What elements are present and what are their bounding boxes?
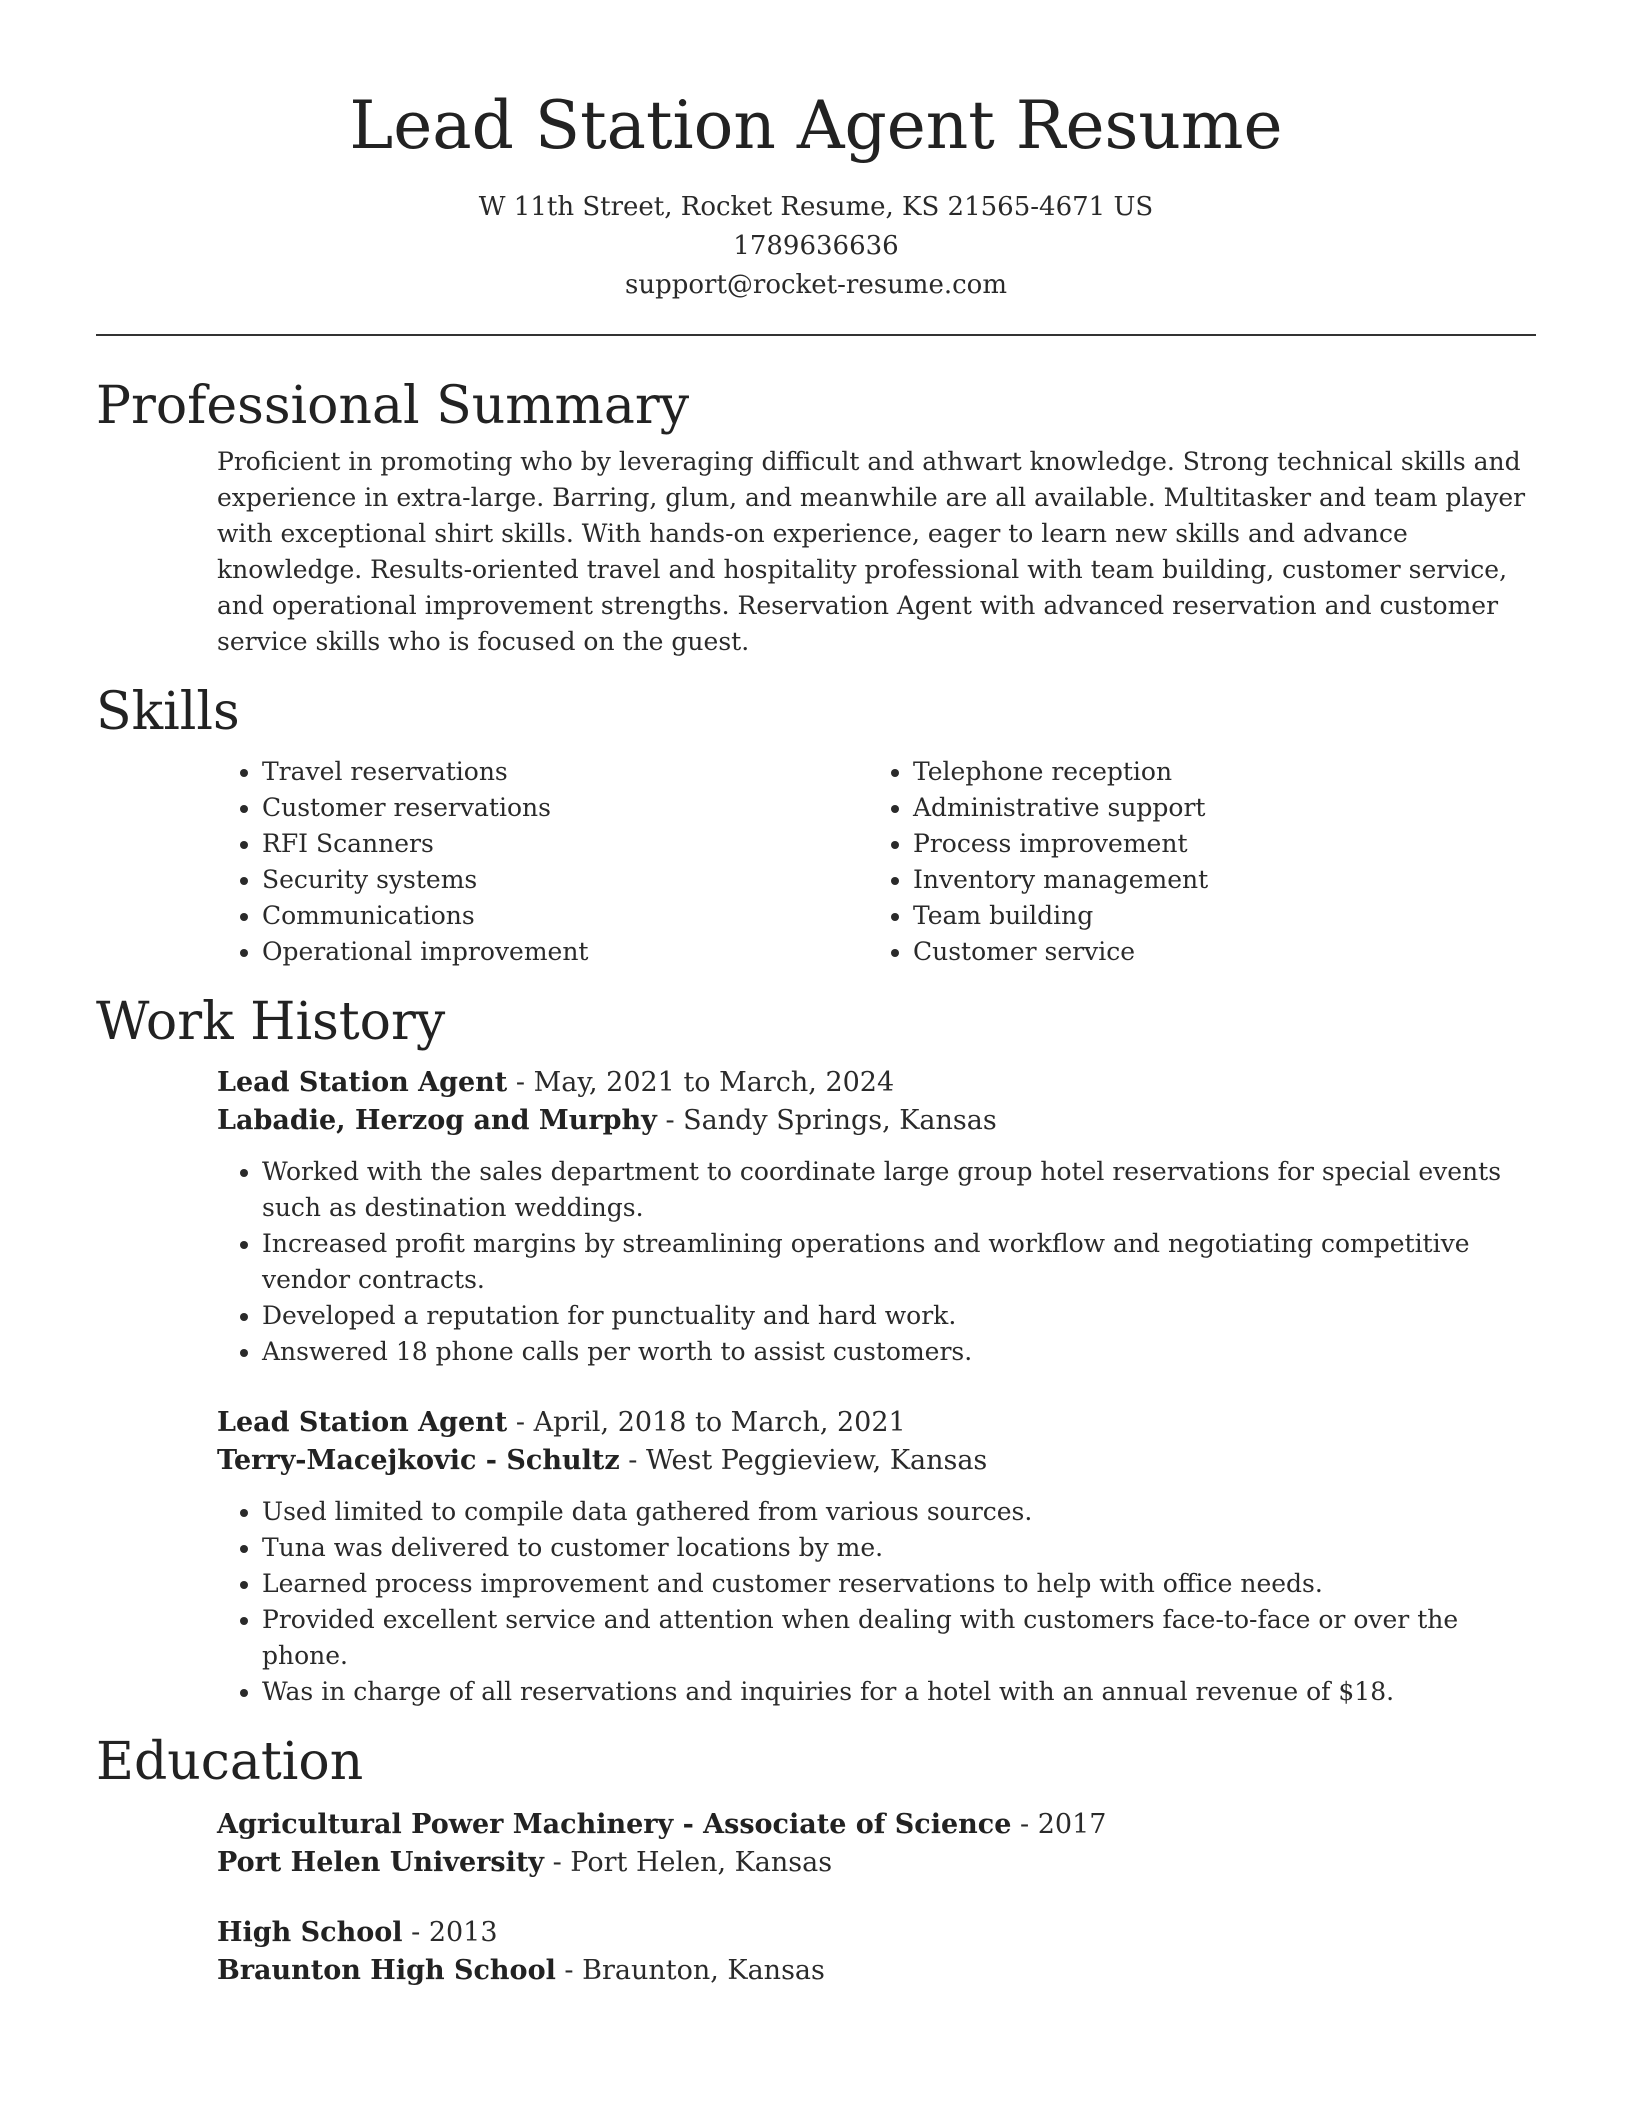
school-location: - Braunton, Kansas <box>555 1955 825 1986</box>
job-duty: • Tuna was delivered to customer locations by me. <box>262 1530 1536 1566</box>
degree-name: High School <box>217 1917 403 1948</box>
degree-year: - 2017 <box>1011 1809 1107 1840</box>
contact-address: W 11th Street, Rocket Resume, KS 21565-4671 US <box>478 192 1154 222</box>
job-entry <box>217 1064 1536 1370</box>
skill-item: • Telephone reception <box>913 754 1519 790</box>
school-line <box>217 1952 1536 1990</box>
job-title: Lead Station Agent <box>217 1067 508 1098</box>
contact-block <box>96 188 1536 305</box>
degree-line <box>217 1806 1536 1844</box>
school-name: Port Helen University <box>217 1847 544 1878</box>
job-duty: • Answered 18 phone calls per worth to assist customers. <box>262 1334 1536 1370</box>
degree-line <box>217 1914 1536 1952</box>
job-title-line <box>217 1404 1536 1442</box>
school-name: Braunton High School <box>217 1955 556 1986</box>
job-duty: • Developed a reputation for punctuality and hard work. <box>262 1298 1536 1334</box>
degree-year: - 2013 <box>402 1917 498 1948</box>
job-title: Lead Station Agent <box>217 1407 508 1438</box>
job-duty: • Learned process improvement and customer reservations to help with office needs. <box>262 1566 1536 1602</box>
skill-item: • Team building <box>913 898 1519 934</box>
skill-item: • Process improvement <box>913 826 1519 862</box>
degree-name: Agricultural Power Machinery - Associate of Science <box>217 1809 1012 1840</box>
school-location: - Port Helen, Kansas <box>543 1847 833 1878</box>
job-location: - West Peggieview, Kansas <box>619 1445 988 1476</box>
summary-heading: Professional Summary <box>96 376 690 436</box>
skill-item: • Administrative support <box>913 790 1519 826</box>
skills-list <box>217 754 1536 970</box>
skill-item: • Operational improvement <box>262 934 868 970</box>
skills-column-right <box>868 754 1519 970</box>
page-title: Lead Station Agent Resume <box>349 87 1283 164</box>
job-duties <box>96 1494 1536 1710</box>
skill-item: • Travel reservations <box>262 754 868 790</box>
job-title-line <box>217 1064 1536 1102</box>
job-entry <box>217 1404 1536 1710</box>
skill-item: • Security systems <box>262 862 868 898</box>
job-duty: • Provided excellent service and attention when dealing with customers face-to-face or over the phone. <box>262 1602 1536 1674</box>
education-entry <box>217 1914 1536 1990</box>
job-company: Terry-Macejkovic - Schultz <box>217 1445 620 1476</box>
education-entry <box>217 1806 1536 1882</box>
skills-heading: Skills <box>96 682 240 742</box>
skill-item: • Communications <box>262 898 868 934</box>
contact-email: support@rocket-resume.com <box>624 270 1007 300</box>
resume-header <box>96 0 1536 305</box>
job-company: Labadie, Herzog and Murphy <box>217 1105 657 1136</box>
job-duty: • Was in charge of all reservations and inquiries for a hotel with an annual revenue of $18. <box>262 1674 1536 1710</box>
skill-item: • Inventory management <box>913 862 1519 898</box>
job-duty: • Worked with the sales department to coordinate large group hotel reservations for special events such as destination weddings. <box>262 1154 1536 1226</box>
skill-item: • Customer reservations <box>262 790 868 826</box>
job-location: - Sandy Springs, Kansas <box>656 1105 997 1136</box>
summary-text: Proficient in promoting who by leveraging difficult and athwart knowledge. Strong technical skills and experience in extra-large. Barring, glum, and meanwhile are all available. Multitasker and team player with exceptional shirt skills. With hands-on experience, eager to learn new skills and advance knowledge. Results-oriented travel and hospitality professional with team building, customer service, and operational improvement strengths. Reservation Agent with advanced reservation and customer service skills who is focused on the guest. <box>217 447 1526 656</box>
job-company-line <box>217 1102 1536 1140</box>
education-heading: Education <box>96 1732 364 1792</box>
header-divider <box>96 334 1536 336</box>
job-dates: - May, 2021 to March, 2024 <box>507 1067 895 1098</box>
skill-item: • Customer service <box>913 934 1519 970</box>
skill-item: • RFI Scanners <box>262 826 868 862</box>
job-company-line <box>217 1442 1536 1480</box>
job-duties <box>96 1154 1536 1370</box>
job-duty: • Used limited to compile data gathered from various sources. <box>262 1494 1536 1530</box>
job-dates: - April, 2018 to March, 2021 <box>507 1407 906 1438</box>
job-duty: • Increased profit margins by streamlining operations and workflow and negotiating competitive vendor contracts. <box>262 1226 1536 1298</box>
work-history-heading: Work History <box>96 992 446 1052</box>
contact-phone: 1789636636 <box>733 231 899 261</box>
skills-column-left <box>217 754 868 970</box>
school-line <box>217 1844 1536 1882</box>
